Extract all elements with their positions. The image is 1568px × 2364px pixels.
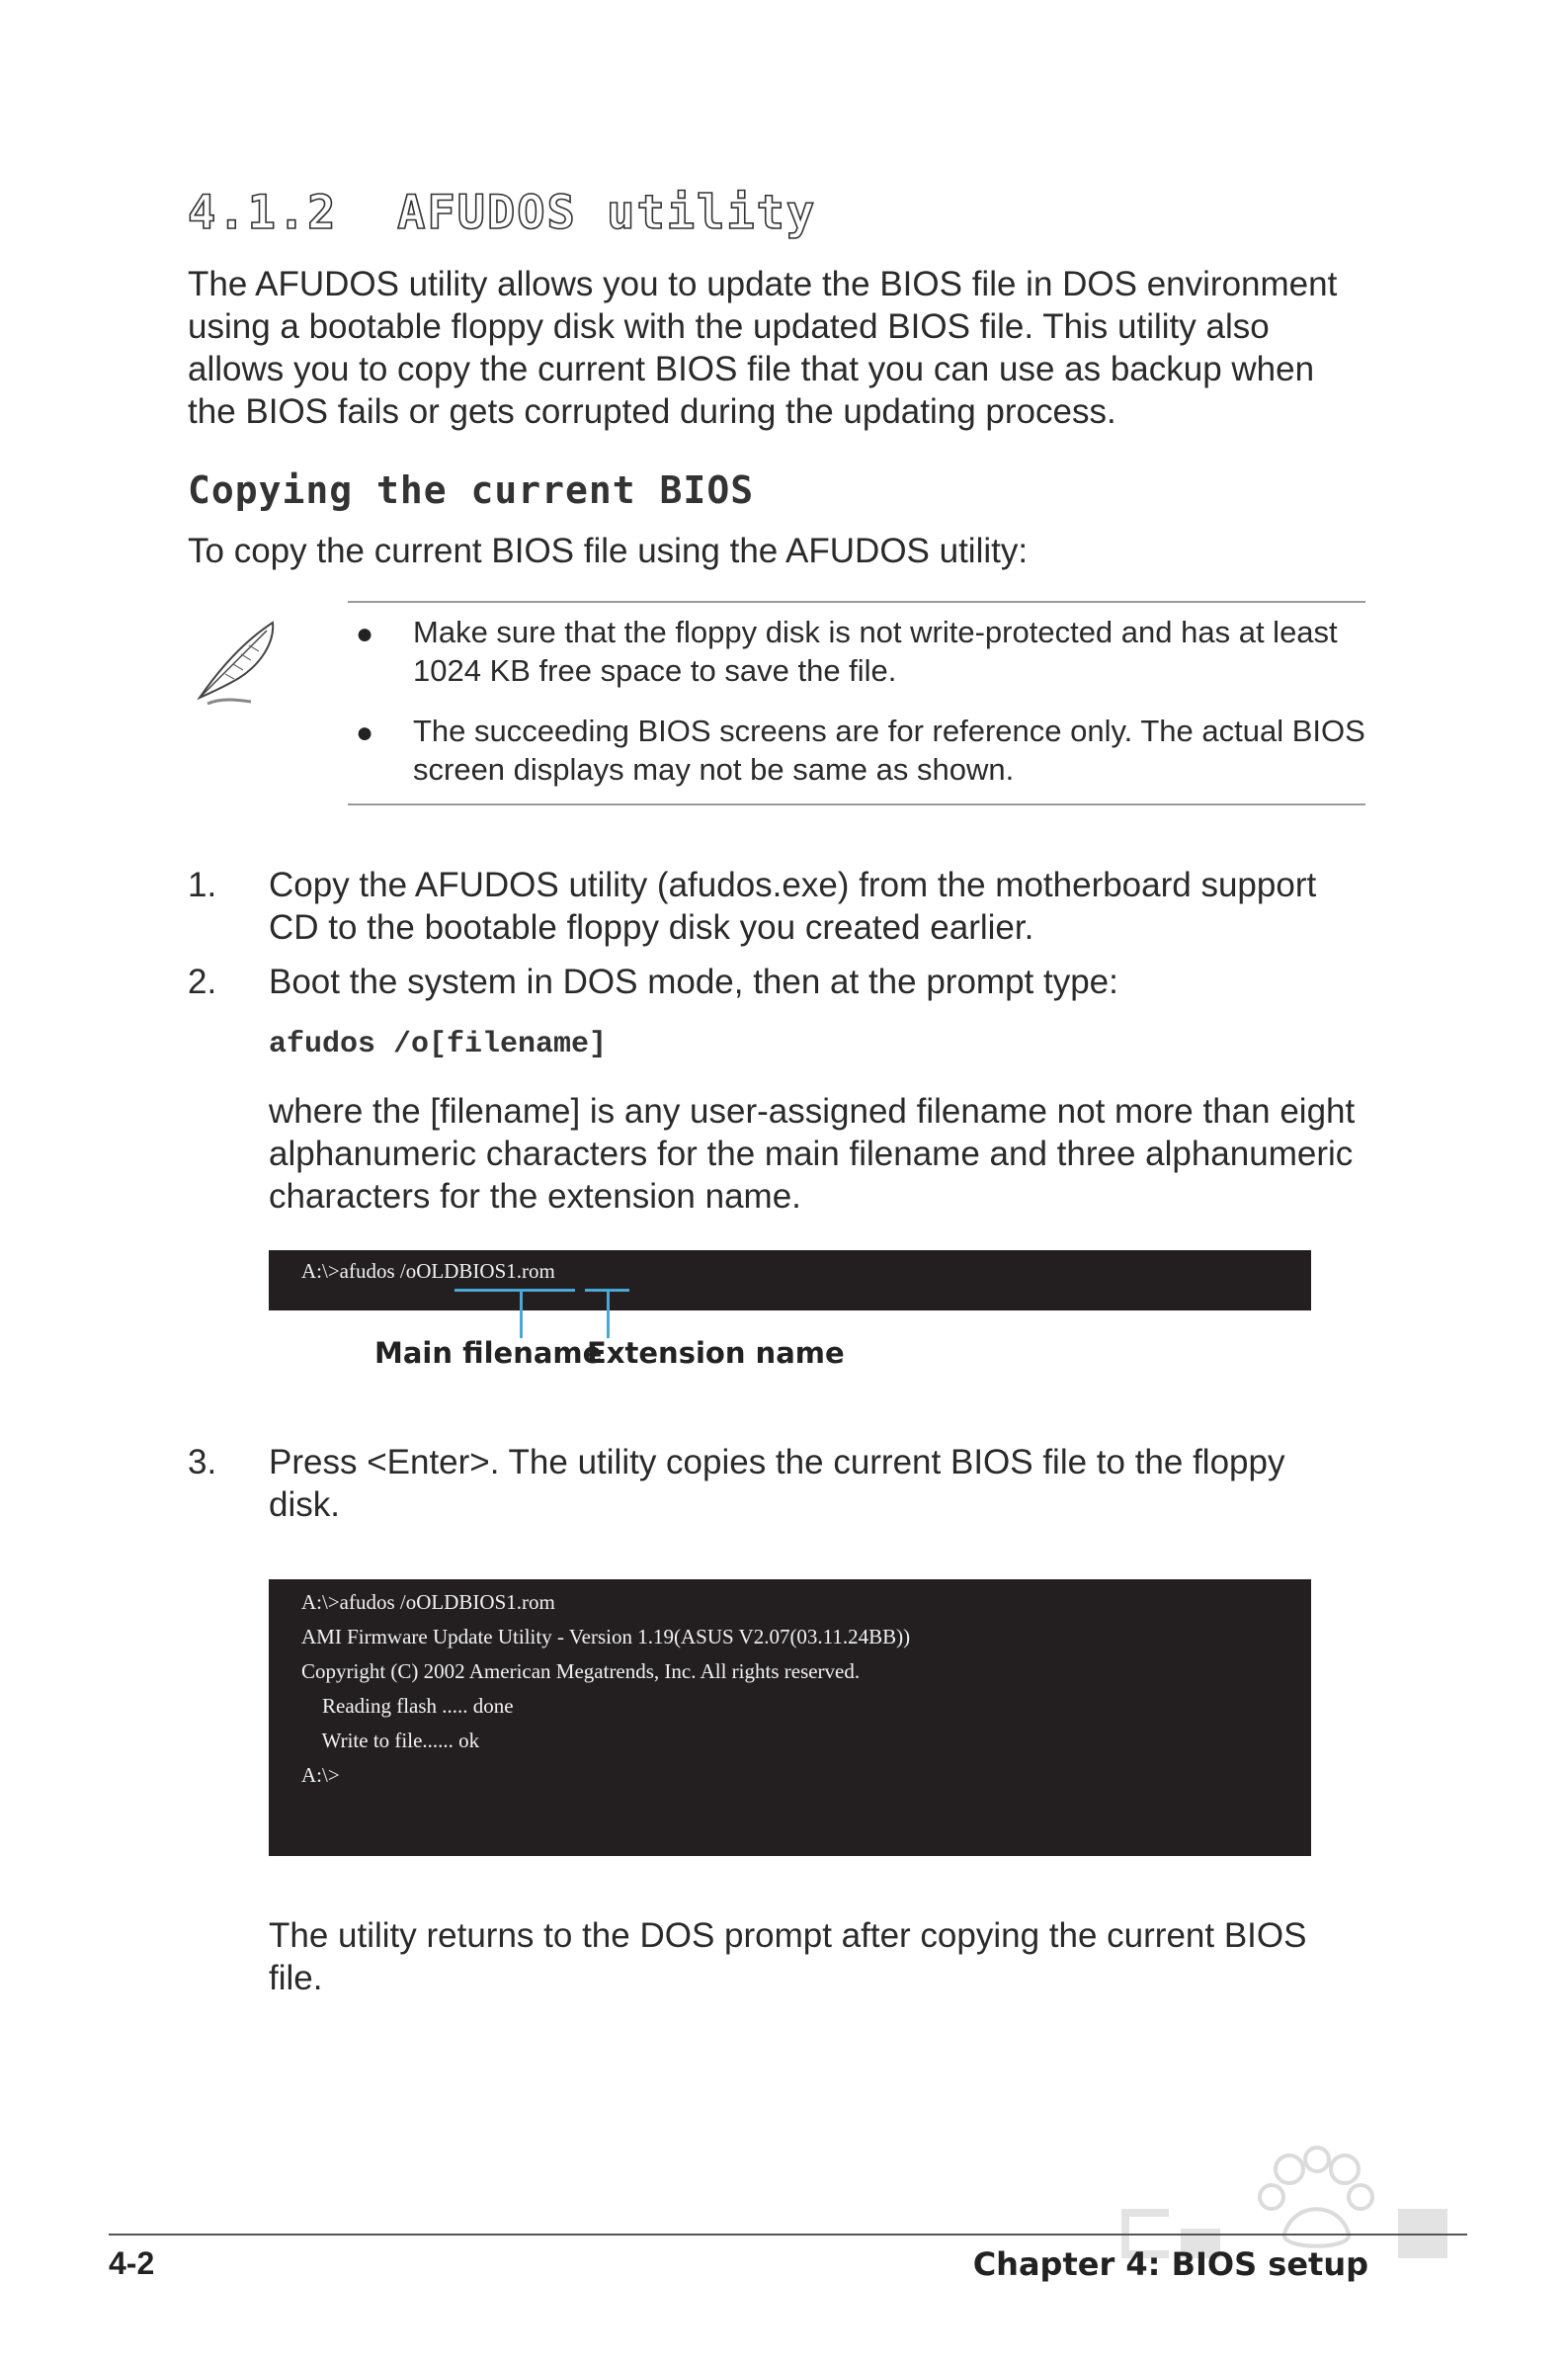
- extension-callout-line: [607, 1291, 610, 1338]
- subsection-lead: To copy the current BIOS file using the AFUDOS utility:: [188, 532, 1029, 570]
- terminal-line: A:\>afudos /oOLDBIOS1.rom: [301, 1259, 555, 1283]
- terminal-line: A:\>: [301, 1763, 340, 1787]
- feather-quill-icon: [188, 613, 287, 717]
- chapter-label: Chapter 4: BIOS setup: [972, 2245, 1368, 2283]
- command-example: afudos /o[filename]: [269, 1028, 608, 1061]
- step-number: 1.: [188, 866, 217, 904]
- note-bottom-rule: [348, 803, 1365, 805]
- note-top-rule: [348, 601, 1365, 603]
- terminal-line: AMI Firmware Update Utility - Version 1.19(ASUS V2.07(03.11.24BB)): [301, 1625, 911, 1648]
- note-item: Make sure that the floppy disk is not write-protected and has at least 1024 KB free space to save the file.: [413, 615, 1338, 688]
- step-number: 2.: [188, 963, 217, 1001]
- note-bullet: ●: [356, 618, 374, 650]
- step-number: 3.: [188, 1443, 217, 1481]
- main-filename-label: Main filename: [374, 1336, 603, 1370]
- terminal-command-screen: [269, 1250, 1311, 1310]
- main-filename-underline: [454, 1289, 575, 1292]
- step-text: Press <Enter>. The utility copies the current BIOS file to the floppy disk.: [269, 1443, 1285, 1524]
- closing-paragraph: The utility returns to the DOS prompt after copying the current BIOS file.: [269, 1916, 1307, 1997]
- section-title: AFUDOS utility: [397, 186, 817, 240]
- note-bullet: ●: [356, 717, 374, 749]
- filename-explanation: where the [filename] is any user-assigned filename not more than eight alphanumeric characters for the main filename and three alphanumeric characters for the extension name.: [269, 1092, 1356, 1216]
- terminal-line: Copyright (C) 2002 American Megatrends, Inc. All rights reserved.: [301, 1659, 861, 1683]
- note-item: The succeeding BIOS screens are for reference only. The actual BIOS screen displays may not be same as shown.: [413, 714, 1365, 787]
- extension-name-label: Extension name: [587, 1336, 845, 1370]
- footer-rule: [109, 2234, 1467, 2236]
- terminal-line: Write to file...... ok: [301, 1729, 480, 1752]
- terminal-line: A:\>afudos /oOLDBIOS1.rom: [301, 1590, 555, 1614]
- step-text: Boot the system in DOS mode, then at the prompt type:: [269, 963, 1118, 1001]
- terminal-output-screen: [269, 1579, 1311, 1856]
- step-text: Copy the AFUDOS utility (afudos.exe) from the motherboard support CD to the bootable floppy disk you created earlier.: [269, 866, 1317, 947]
- intro-paragraph: The AFUDOS utility allows you to update the BIOS file in DOS environment using a bootable floppy disk with the updated BIOS file. This utility also allows you to copy the current BIOS file that you can use as backup when the BIOS fails or gets corrupted during the updating process.: [188, 265, 1338, 431]
- section-number: 4.1.2: [188, 186, 338, 240]
- main-filename-callout-line: [520, 1291, 523, 1338]
- subsection-title: Copying the current BIOS: [188, 468, 755, 512]
- page-number: 4-2: [109, 2245, 155, 2281]
- section-heading: [188, 186, 816, 240]
- terminal-line: Reading flash ..... done: [301, 1694, 514, 1718]
